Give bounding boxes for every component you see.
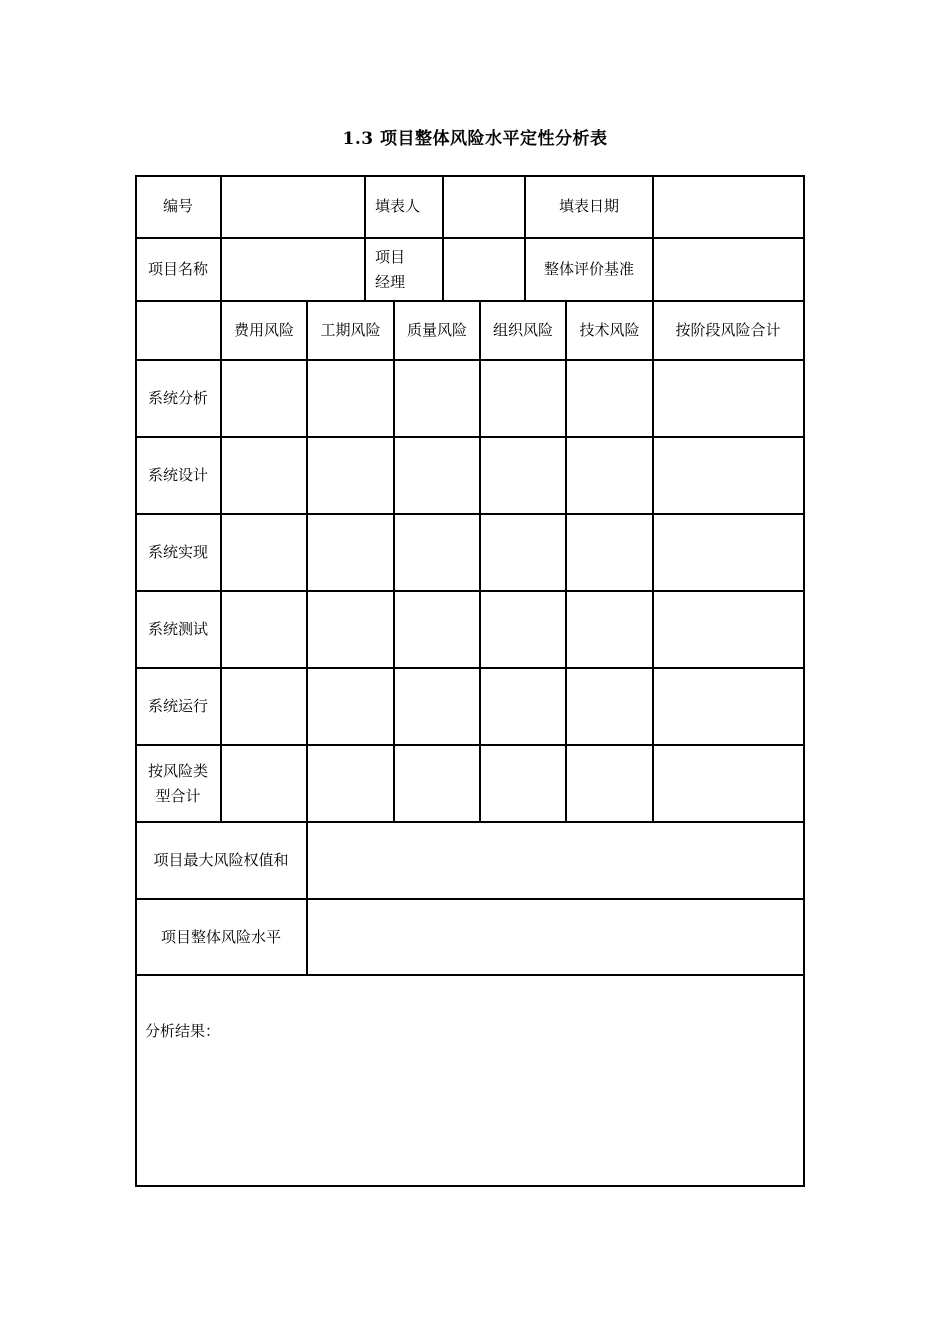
stage-label: 系统分析 [147,389,208,407]
row-divider [135,667,805,669]
project-name-label: 项目名称 [147,260,208,278]
analysis-result-label: 分析结果： [145,1022,221,1040]
risk-column-header: 质量风险 [406,321,467,339]
risk-column-header: 技术风险 [579,321,640,339]
max-weight-label: 项目最大风险权值和 [153,851,289,869]
stage-label: 按风险类 型合计 [147,761,208,805]
col-divider [565,300,567,821]
filler-label: 填表人 [375,197,421,215]
number-label: 编号 [162,197,193,215]
col-divider [479,300,481,821]
stage-label: 系统实现 [147,543,208,561]
number-field[interactable] [222,177,364,237]
risk-analysis-form [135,175,805,1187]
risk-column-header: 费用风险 [233,321,294,339]
risk-column-header: 工期风险 [320,321,381,339]
date-label: 填表日期 [558,197,619,215]
baseline-field[interactable] [654,239,803,300]
project-name-field[interactable] [222,239,364,300]
risk-column-header: 按阶段风险合计 [675,321,781,339]
risk-column-header: 组织风险 [492,321,553,339]
manager-field[interactable] [444,239,524,300]
stage-label: 系统设计 [147,466,208,484]
stage-label: 系统运行 [147,697,208,715]
analysis-result-area[interactable] [137,976,803,1185]
stage-label: 系统测试 [147,620,208,638]
max-weight-field[interactable] [308,823,803,898]
page-title: 1.3 项目整体风险水平定性分析表 [342,129,608,149]
row-divider [135,513,805,515]
col-divider [393,300,395,821]
baseline-label: 整体评价基准 [543,260,634,278]
date-field[interactable] [654,177,803,237]
row-divider [135,590,805,592]
overall-level-field[interactable] [308,900,803,974]
row-divider [135,436,805,438]
filler-field[interactable] [444,177,524,237]
manager-label: 项目 经理 [375,247,406,291]
overall-level-label: 项目整体风险水平 [160,927,281,946]
row-divider [135,744,805,746]
